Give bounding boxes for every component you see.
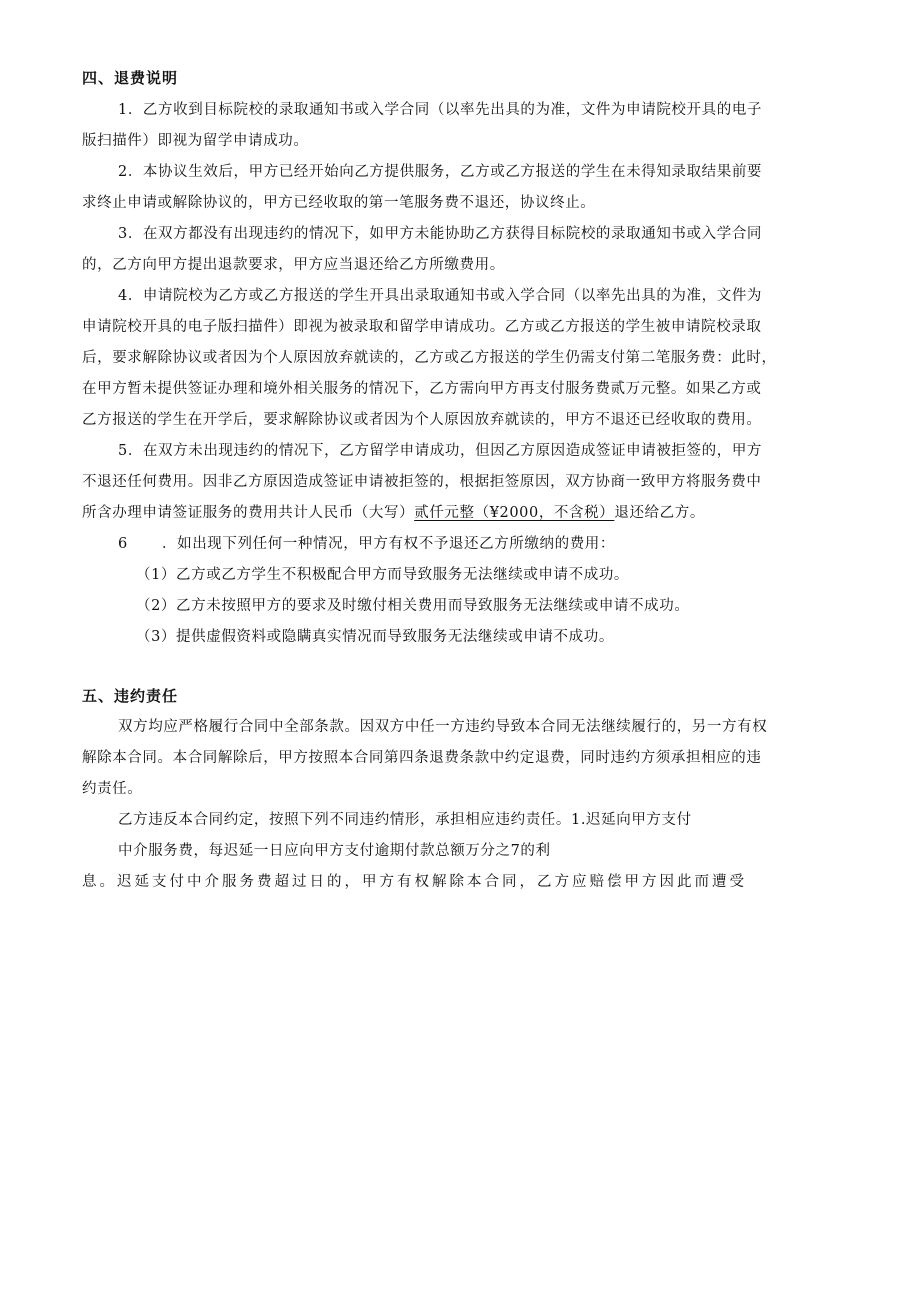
breach-para-2-line-1: 乙方违反本合同约定，按照下列不同违约情形，承担相应违约责任。1.迟延向甲方支付 xyxy=(118,812,692,828)
refund-amount-underlined: 贰仟元整（¥2000，不含税） xyxy=(414,505,615,521)
clause-5-line-3 xyxy=(82,503,705,523)
breach-para-2-line-2: 中介服务费，每迟延一日应向甲方支付逾期付款总额万分之7的利 xyxy=(118,843,551,859)
breach-para-2-line-3: 息。迟延支付中介服务费超过日的，甲方有权解除本合同，乙方应赔偿甲方因此而遭受 xyxy=(82,874,747,890)
clause-4-line-2: 申请院校开具的电子版扫描件）即视为被录取和留学申请成功。乙方或乙方报送的学生被申请院校录取 xyxy=(82,319,762,335)
clause-2-line-2: 求终止申请或解除协议的，甲方已经收取的第一笔服务费不退还，协议终止。 xyxy=(82,195,596,211)
clause-1-line-1: 1．乙方收到目标院校的录取通知书或入学合同（以率先出具的为准，文件为申请院校开具的电子 xyxy=(118,102,763,118)
clause-6-number: 6 xyxy=(118,536,128,552)
clause-4-line-1: 4．申请院校为乙方或乙方报送的学生开具出录取通知书或入学合同（以率先出具的为准，文件为 xyxy=(118,288,763,304)
section-heading-refund: 四、退费说明 xyxy=(82,69,179,87)
breach-para-1-line-1: 双方均应严格履行合同中全部条款。因双方中任一方违约导致本合同无法继续履行的，另一方有权 xyxy=(118,719,768,735)
clause-6-line-1: ．如出现下列任何一种情况，甲方有权不予退还乙方所缴纳的费用： xyxy=(162,536,615,552)
breach-para-1-line-3: 约责任。 xyxy=(82,781,143,797)
clause-4-line-5: 乙方报送的学生在开学后，要求解除协议或者因为个人原因放弃就读的，甲方不退还已经收取的费用。 xyxy=(82,412,762,428)
clause-5-line-2: 不退还任何费用。因非乙方原因造成签证申请被拒签的，根据拒签原因，双方协商一致甲方将服务费中 xyxy=(82,474,762,490)
clause-5-line-1: 5．在双方未出现违约的情况下，乙方留学申请成功，但因乙方原因造成签证申请被拒签的，甲方 xyxy=(118,443,763,459)
clause-4-line-4: 在甲方暂未提供签证办理和境外相关服务的情况下，乙方需向甲方再支付服务费贰万元整。如果乙方或 xyxy=(82,381,762,397)
clause-2-line-1: 2．本协议生效后，甲方已经开始向乙方提供服务，乙方或乙方报送的学生在未得知录取结果前要 xyxy=(118,164,763,180)
clause-3-line-2: 的，乙方向甲方提出退款要求，甲方应当退还给乙方所缴费用。 xyxy=(82,257,505,273)
clause-3-line-1: 3．在双方都没有出现违约的情况下，如甲方未能协助乙方获得目标院校的录取通知书或入学合同 xyxy=(118,226,763,242)
section-heading-breach: 五、违约责任 xyxy=(82,687,179,705)
sub-item-1: （1）乙方或乙方学生不积极配合甲方而导致服务无法继续或申请不成功。 xyxy=(136,567,630,583)
clause-5-line-3-prefix: 所含办理申请签证服务的费用共计人民币（大写） xyxy=(82,505,415,521)
clause-5-line-3-suffix: 退还给乙方。 xyxy=(614,505,705,521)
sub-item-3: （3）提供虚假资料或隐瞒真实情况而导致服务无法继续或申请不成功。 xyxy=(136,629,614,645)
sub-item-2: （2）乙方未按照甲方的要求及时缴付相关费用而导致服务无法继续或申请不成功。 xyxy=(136,598,690,614)
clause-1-line-2: 版扫描件）即视为留学申请成功。 xyxy=(82,133,309,149)
clause-4-line-3: 后，要求解除协议或者因为个人原因放弃就读的，乙方或乙方报送的学生仍需支付第二笔服务费：此时， xyxy=(82,350,777,366)
breach-para-1-line-2: 解除本合同。本合同解除后，甲方按照本合同第四条退费条款中约定退费，同时违约方须承担相应的违 xyxy=(82,750,762,766)
